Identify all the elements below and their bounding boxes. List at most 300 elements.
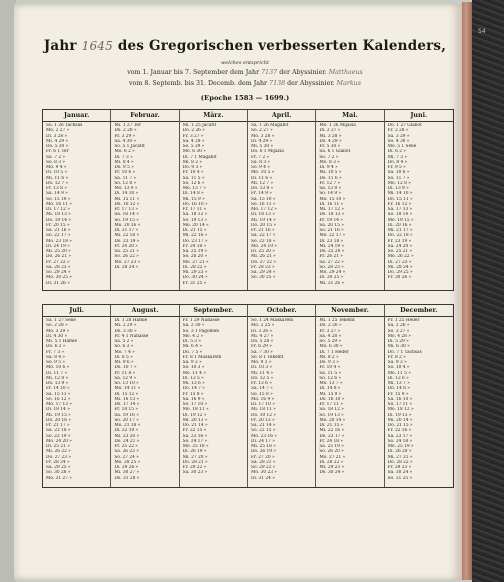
day-row: Sa. 18 12 » [319,407,344,413]
day-row: Mo. 31 27 » [46,475,72,481]
month-column [316,305,384,487]
day-row: Do. 29 25 » [387,270,413,275]
day-row: Do. 23 19 » [114,238,140,244]
day-row: Mi. 21 17 » [387,228,413,233]
day-row: Mi. 12 8 » [46,375,69,381]
day-row: Do. 11 6 » [319,175,342,181]
day-list [111,317,178,481]
day-row: Sa. 2 30 » [182,323,205,329]
day-row: Di. 14 8 » [319,386,341,392]
day-row: Mi. 15 9 » [319,391,342,397]
day-row: Di. 22 19 » [114,428,139,434]
day-row: Fr. 28 24 » [46,459,70,465]
day-row: Mi. 5 1 Hamle [46,339,78,344]
day-row: So. 13 10 » [114,381,139,386]
day-row: Di. 11 6 » [251,175,273,181]
day-row: Mo. 22 17 » [319,233,346,239]
day-row: Mi. 19 15 » [46,412,71,418]
day-row: Do. 1 27 Giabot [387,123,422,128]
day-row: Mo. 19 15 » [387,217,414,223]
day-row: Mo. 27 23 » [114,259,141,265]
day-row: Do. 14 8 » [387,386,410,392]
day-row: Sa. 2 26 » [387,323,410,329]
day-row: Di. 3 26 » [251,328,273,334]
day-row: Mi. 22 16 » [319,428,345,434]
day-row: Fr. 14 10 » [46,386,70,392]
day-row: Di. 25 21 » [46,444,70,449]
day-row: So. 19 13 » [182,217,208,223]
day-row: Mo. 20 16 » [114,222,141,228]
day-row: Fr. 27 20 » [251,454,275,460]
day-row: Mo. 26 22 » [387,254,414,260]
day-row: Sa. 29 25 » [46,465,71,470]
day-row: So. 5 29 » [319,339,342,344]
day-row: Do. 10 7 » [114,365,137,371]
day-list [385,122,453,281]
day-row: Mi. 10 5 » [319,170,342,176]
day-row: So. 7 2 » [319,154,339,160]
day-row: Mi. 25 20 » [46,249,71,254]
day-row: Fr. 9 5 » [387,165,406,170]
day-row: Mi. 23 20 » [114,433,140,439]
day-row: So. 29 22 » [251,465,276,470]
day-row: Mo. 6 30 » [182,149,206,155]
day-row: Mo. 21 18 » [114,423,141,428]
day-list [43,317,110,481]
day-row: Fr. 28 23 » [251,264,275,270]
day-row: Mo. 28 25 » [114,459,141,465]
day-row: So. 12 6 » [182,180,205,186]
day-row: Fr. 12 7 » [319,180,341,186]
day-row: Mo. 18 11 » [182,407,209,413]
day-row: So. 27 24 » [114,454,139,460]
day-row: So. 24 17 » [182,438,208,444]
day-row: Mi. 27 20 » [182,454,208,460]
day-row: Mo. 13 7 » [319,381,343,386]
day-row: So. 19 15 » [114,217,139,223]
line1-handwritten-year: 7137 [261,69,278,76]
day-row: Do. 7 5 » [182,349,203,355]
day-row: Mo. 13 9 » [114,186,138,191]
month-column [248,110,316,290]
day-row: Do. 18 13 » [319,212,345,218]
day-row: Do. 5 30 » [46,144,69,149]
day-row: Sa. 27 22 » [319,259,344,265]
line2-text-b: der Abyssinier. [287,80,335,87]
day-row: Mo. 10 5 » [251,170,275,176]
day-row: Do. 25 20 » [319,249,345,254]
day-row: Sa. 9 3 » [387,360,407,365]
day-row: Di. 21 15 » [182,228,207,233]
day-row: Fr. 10 4 » [182,170,204,176]
day-row: So. 26 22 » [114,254,139,260]
day-row: Do. 28 22 » [387,459,413,465]
day-row: Mo. 25 18 » [182,444,209,449]
day-row: Di. 15 12 » [114,391,139,397]
day-row: Mi. 6 4 » [182,344,202,350]
calendar-table-second-half [42,304,454,488]
day-row: Di. 28 24 » [114,264,139,270]
day-row: Sa. 3 29 » [387,133,410,139]
day-row: Di. 7 1 Heder [319,349,349,355]
day-row: So. 4 30 » [387,138,410,144]
day-row: Sa. 4 28 » [182,138,205,144]
day-row: Do. 7 1 Tachsas [387,349,422,355]
month-column [180,110,248,290]
day-row: Di. 10 5 » [46,170,68,176]
day-row: Mo. 7 4 » [114,349,135,355]
day-row: Mo. 23 18 » [46,238,72,244]
day-row: Fr. 24 18 » [319,438,343,444]
day-row: Di. 18 14 » [46,407,70,413]
day-row: So. 25 21 » [387,249,413,254]
day-row: Di. 1 28 Hamle [114,318,148,323]
day-row: Mo. 11 4 » [182,370,206,376]
day-row: Mi. 4 27 » [251,333,274,339]
day-row: Fr. 20 13 » [251,417,275,423]
month-name: März. [180,110,247,122]
day-row: So. 10 4 » [387,365,410,371]
day-row: So. 26 20 » [182,254,208,260]
day-row: So. 23 19 » [46,433,71,439]
day-row: Sa. 25 19 » [319,444,344,449]
day-row: So. 2 27 » [251,128,273,134]
day-row: Fr. 5 30 » [319,144,341,149]
day-row: Di. 13 9 » [387,186,409,191]
day-row: Do. 22 18 » [387,233,413,239]
day-list [43,122,110,286]
day-row: Do. 9 5 » [114,165,134,170]
day-row: Mo. 6 30 » [319,344,343,350]
day-row: Mo. 2 25 » [251,323,275,329]
day-row: Do. 23 17 » [319,433,345,439]
day-row: Mo. 27 21 » [182,259,209,265]
day-row: Mo. 14 11 » [114,386,141,392]
day-row: Di. 25 20 » [251,249,275,254]
day-row: Mi. 26 21 » [251,254,276,260]
day-row: Mo. 9 2 » [251,360,272,365]
day-row: So. 8 3 » [46,159,66,165]
day-row: Fr. 15 8 » [182,391,204,397]
day-row: Di. 14 10 » [114,191,139,197]
day-row: Mo. 17 12 » [251,207,277,212]
day-row: So. 30 26 » [46,470,71,476]
day-row: Mo. 9 4 » [46,165,67,170]
page-sheet [14,4,462,580]
day-row: Di. 5 29 » [387,339,409,344]
day-row: Fr. 31 25 » [182,280,207,286]
day-row: So. 12 8 » [114,180,137,186]
day-row: Sa. 20 15 » [319,222,344,228]
day-row: Do. 16 10 » [319,396,345,402]
day-row: Di. 19 12 » [182,412,207,418]
day-row: Do. 16 12 » [114,201,140,207]
day-row: So. 8 1 Tekemt [251,354,284,360]
day-row: Di. 5 3 » [182,339,202,344]
day-row: Sa. 28 21 » [251,459,276,465]
day-row: Fr. 22 16 » [387,428,412,434]
day-row: Sa. 10 6 » [387,170,410,176]
day-row: Di. 6 2 » [387,149,407,155]
day-row: Do. 23 17 » [182,238,208,244]
day-row: So. 11 7 » [387,175,410,181]
day-row: Sa. 15 11 » [46,391,71,397]
day-row: Fr. 17 11 » [319,402,343,407]
day-row: Fr. 3 29 » [114,133,136,139]
month-name: Januar. [43,110,110,122]
day-row: Sa. 7 2 » [46,154,66,160]
day-row: So. 29 24 » [46,270,71,275]
day-row: Di. 21 17 » [114,228,139,233]
day-row: Sa. 11 5 » [182,175,205,181]
day-row: Sa. 21 16 » [46,228,71,233]
title-prefix: Jahr [43,38,77,54]
day-row: Fr. 15 9 » [387,391,409,397]
book-cover-texture [472,0,504,582]
day-row: Di. 19 13 » [387,412,412,418]
day-row: Mi. 12 7 » [251,180,274,186]
day-row: Sa. 7 30 » [251,349,273,355]
day-row: Sa. 17 13 » [387,207,413,212]
month-name: Februar. [111,110,178,122]
day-row: So. 1 24 Maskarem [251,318,294,323]
calendar-table-first-half [42,109,454,291]
day-row: So. 30 25 » [251,275,276,281]
day-row: Do. 2 26 » [182,128,205,134]
day-row: Mi. 4 29 » [46,138,69,144]
day-row: Fr. 6 29 » [251,344,272,350]
month-name: December. [385,305,453,317]
day-row: Sa. 24 20 » [387,243,413,249]
day-row: So. 28 23 » [319,264,344,270]
day-row: Sa. 8 3 » [251,159,271,165]
day-row: Do. 28 21 » [182,459,208,465]
day-row: Mo. 10 6 » [46,365,70,371]
month-column [180,305,248,487]
day-row: Fr. 1 29 Nahasse [182,318,220,323]
day-row: Mo. 12 8 » [387,180,411,186]
day-row: Mo. 23 16 » [251,433,277,439]
day-row: Mi. 22 18 » [114,233,140,239]
day-row: Mo. 24 19 » [251,243,277,249]
day-row: Fr. 11 8 » [114,370,136,376]
day-row: Mi. 18 13 » [46,212,71,218]
day-row: Mo. 6 2 » [114,149,135,155]
day-row: Di. 28 22 » [182,264,207,270]
day-row: Mi. 2 29 » [114,323,137,329]
day-row: So. 3 1 Pagomen [182,328,220,334]
day-row: Mi. 6 30 » [387,344,410,350]
day-row: Sa. 1 26 Magabit [251,123,289,128]
day-row: Sa. 30 24 » [387,470,413,476]
day-row: Sa. 4 30 » [114,138,137,144]
day-row: Mi. 5 30 » [251,144,274,149]
epoch-label: (Epoche 1583 — 1699.) [200,94,290,102]
day-row: Mo. 20 14 » [182,222,209,228]
day-row: Do. 27 22 » [251,259,276,265]
day-row: Do. 6 2 » [46,344,66,350]
day-row: Do. 21 14 » [182,423,208,428]
page-title [30,38,460,54]
day-row: Mi. 29 23 » [182,270,208,275]
month-column [43,110,111,290]
day-row: Do. 20 15 » [251,222,276,228]
day-row: Fr. 13 8 » [46,186,67,191]
day-row: Mo. 5 1 Sene [387,144,417,149]
day-row: So. 3 27 » [387,328,410,334]
day-row: Do. 17 14 » [114,402,140,407]
day-row: So. 15 10 » [46,196,71,202]
day-row: Fr. 25 22 » [114,444,138,449]
day-row: So. 17 10 » [182,402,208,407]
day-row: Di. 7 3 » [114,154,133,160]
day-row: Mo. 25 19 » [387,444,414,449]
day-row: Mo. 3 28 » [251,133,275,139]
day-row: Fr. 27 22 » [46,259,70,265]
month-name: November. [316,305,383,317]
month-name: Juli. [43,305,110,317]
day-row: Do. 12 5 » [251,375,274,381]
month-column [248,305,316,487]
line1-handwritten-name: Matthaeus [328,69,363,76]
day-row: Fr. 10 4 » [319,365,341,371]
day-row: So. 17 11 » [387,402,413,407]
day-row: So. 15 8 » [251,391,273,397]
day-row: Fr. 17 13 » [114,207,138,212]
day-row: Mo. 16 9 » [251,396,275,402]
day-row: Do. 15 11 » [387,196,413,202]
day-row: So. 9 5 » [46,360,66,365]
day-row: Sa. 16 10 » [387,396,413,402]
line2-handwritten-name: Markus [336,80,361,87]
day-row: Do. 9 3 » [319,360,339,365]
day-row: Fr. 7 2 » [251,154,270,160]
day-row: Mo. 30 25 » [46,275,72,281]
day-row: Mi. 28 24 » [387,264,413,270]
line1-text-b: der Abyssinier. [279,69,327,76]
day-row: Mo. 3 29 » [46,328,70,334]
day-row: So. 9 4 » [251,165,271,170]
day-row: So. 31 25 » [387,475,413,481]
day-row: Fr. 19 14 » [319,217,343,223]
day-row: Sa. 5 2 » [114,339,134,344]
day-row: Mi. 31 26 » [319,280,345,286]
day-row: Fr. 8 1 Maskarem [182,354,222,360]
day-row: Sa. 15 10 » [251,196,276,202]
month-column [385,305,453,487]
day-row: Mo. 1 26 Mijazia [319,123,356,128]
day-list [180,122,247,286]
day-row: Do. 2 28 » [114,128,137,134]
day-row: So. 26 20 » [319,449,344,455]
day-row: Di. 31 26 » [46,280,70,286]
day-row: Mo. 2 27 » [46,128,70,134]
day-row: Mi. 30 27 » [114,470,140,476]
day-list [316,122,383,286]
day-row: So. 1 26 Tachsas [46,123,83,128]
subtitle-line-2 [30,80,460,87]
day-row: Do. 30 24 » [319,470,345,476]
day-row: Fr. 7 3 » [46,349,65,355]
day-row: Di. 9 4 » [319,165,338,170]
day-row: Di. 26 20 » [387,449,412,455]
day-row: Fr. 3 27 » [319,328,341,334]
day-row: Mi. 27 21 » [387,454,413,460]
day-row: So. 20 17 » [114,417,139,423]
day-row: So. 22 17 » [46,233,71,239]
day-row: Mo. 27 21 » [319,454,346,460]
day-row: So. 5 29 » [182,144,205,149]
day-row: Sa. 11 7 » [114,175,137,181]
day-row: Di. 7 1 Magabit [182,154,217,160]
day-row: Fr. 14 9 » [251,191,272,197]
day-row: Do. 21 15 » [387,423,413,428]
day-row: Di. 30 25 » [319,275,344,281]
day-row: Mi. 11 6 » [46,175,69,181]
day-row: Di. 4 30 » [46,333,68,339]
day-row: Mi. 16 13 » [114,396,140,402]
day-row: Mi. 17 12 » [319,207,345,212]
page-corner-number: 54 [478,28,486,35]
day-row: Mo. 4 2 » [182,333,204,339]
day-row: Fr. 26 21 » [319,254,343,260]
day-row: So. 22 15 » [251,428,276,434]
day-list [111,122,178,270]
day-row: Sa. 23 16 » [182,433,208,439]
title-main: des Gregorischen verbesserten Kalenders, [117,38,447,54]
day-row: Do. 9 3 » [182,165,203,170]
day-row: Di. 26 19 » [182,449,207,455]
subtitle-small: welches entspricht [221,60,269,66]
day-row: Di. 24 19 » [46,243,70,249]
day-row: Fr. 16 12 » [387,201,412,207]
day-row: Do. 5 28 » [251,339,274,344]
day-row: Di. 10 3 » [251,365,273,371]
day-row: So. 10 3 » [182,365,205,371]
day-row: Mi. 1 27 Ter [114,123,141,128]
day-row: Do. 27 23 » [46,454,71,460]
day-row: Mi. 8 4 » [114,159,134,165]
day-row: Do. 26 21 » [46,254,71,260]
day-row: So. 12 6 » [319,375,342,381]
day-row: Fr. 30 26 » [387,275,412,281]
day-row: Mo. 30 23 » [251,470,277,476]
day-row: Do. 12 7 » [46,180,69,186]
day-row: Di. 4 29 » [251,138,273,144]
day-row: Sa. 8 4 » [46,354,66,360]
day-row: Do. 16 10 » [182,201,208,207]
day-row: Sa. 29 24 » [251,270,276,275]
day-row: Mi. 1 25 Tekemt [319,318,355,323]
day-row: Sa. 22 18 » [46,428,71,434]
day-row: Sa. 21 14 » [251,423,276,428]
day-row: Mi. 8 2 » [319,354,339,360]
day-list [248,122,315,281]
day-row: So. 5 1 Jacatit [114,144,145,149]
line1-text-a: vom 1. Januar bis 7. September dem Jahr [127,69,260,76]
day-row: Mi. 18 11 » [251,407,276,413]
day-row: So. 23 18 » [251,238,276,244]
day-row: Sa. 30 23 » [182,470,208,476]
day-row: Mi. 14 10 » [387,191,413,197]
day-row: Fr. 21 17 » [46,423,70,428]
day-row: Sa. 18 12 » [182,212,208,218]
day-row: Fr. 24 20 » [114,243,138,249]
day-row: Do. 13 8 » [251,186,274,191]
month-name: April. [248,110,315,122]
day-row: Fr. 20 15 » [46,222,70,228]
day-row: Di. 14 8 » [182,191,204,197]
